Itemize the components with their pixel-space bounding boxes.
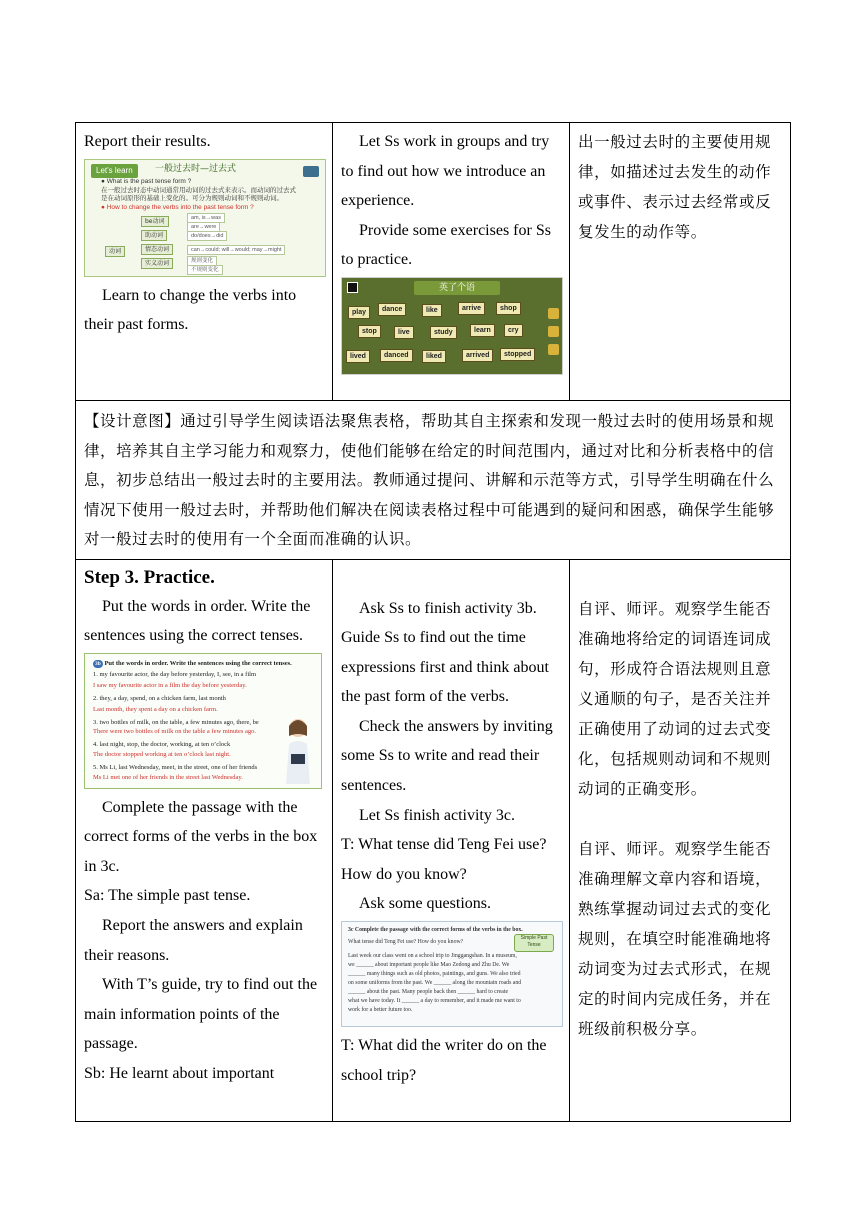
lesson-plan-table [75, 122, 791, 1122]
word-tile: stop [358, 325, 381, 338]
exercise-3b-image [84, 653, 322, 789]
exercise-question: 5. Ms Li, last Wednesday, meet, in the street, one of her friends [93, 763, 258, 771]
word-tile: danced [380, 349, 413, 362]
exercise-title: 3b Put the words in order. Write the sentences using the correct tenses. [95, 659, 292, 667]
aux-verb-node: 助动词 [141, 230, 167, 241]
settings-icon [347, 282, 358, 293]
teacher-text: Let Ss work in groups and try to find out how we introduce an experience. [341, 133, 550, 210]
rule-box: can→could; will→would; may→might [187, 245, 285, 255]
teacher-question-text: T: What did the writer do on the school trip? [341, 1037, 547, 1084]
exercise-answer: Last month, they spent a day on a chicken farm. [93, 705, 218, 713]
camera-icon [303, 166, 319, 177]
exercise-answer: There were two bottles of milk on the table a few minutes ago. [93, 727, 256, 735]
design-intent-text: 【设计意图】通过引导学生阅读语法聚焦表格，帮助其自主探索和发现一般过去时的使用场景和规律，培养其自主学习能力和观察力，使他们能够在给定的时间范围内，通过对比和分析表格中的信息，初步总结出一般过去时的主要用法。教师通过提问、讲解和示范等方式，引导学生明确在什么情况下使用一般过去时，并帮助他们解决在阅读表格过程中可能遇到的疑问和困惑，确保学生能够对一般过去时的使用有一个全面而准确的认识。 [84, 412, 775, 548]
passage-line: ______ many things such as old photos, paintings, and guns. We also tried [348, 971, 521, 978]
exercise-3c-image [341, 921, 563, 1027]
passage-line: Last week our class went on a school trip to Jinggangshan. In a museum, [348, 953, 517, 960]
evaluation-text: 自评、师评。观察学生能否准确地将给定的词语连词成句，形成符合语法规则且意义通顺的句子，是否关注并正确使用了动词的过去式变化，包括规则动词和不规则动词的正确变形。 [578, 599, 772, 798]
grammar-slide-image [84, 159, 326, 277]
lock-icon [548, 308, 559, 319]
student-text: With T’s guide, try to find out the main information points of the passage. [84, 976, 318, 1053]
table-row [76, 401, 791, 560]
step-heading: Step 3. Practice. [84, 566, 215, 588]
word-tile: shop [496, 302, 521, 315]
report-text: Report their results. [84, 133, 211, 150]
word-tile: live [394, 326, 414, 339]
exercise-question: 2. they, a day, spend, on a chicken farm, last month [93, 694, 226, 702]
student-answer-text: Sa: The simple past tense. [84, 887, 251, 905]
simple-past-tag: Simple Past Tense [514, 934, 554, 952]
student-text: Report the answers and explain their reasons. [84, 917, 303, 964]
evaluation-text: 出一般过去时的主要使用规律，如描述过去发生的动作或事件、表示过去经常或反复发生的动作等。 [578, 133, 772, 241]
student-text: Put the words in order. Write the sentences using the correct tenses. [84, 597, 311, 645]
verb-root-node: 动词 [105, 246, 125, 257]
word-tile: study [430, 326, 457, 339]
word-tile: like [422, 304, 442, 317]
word-tile: arrived [462, 349, 493, 362]
teacher-text: Let Ss finish activity 3c. [359, 806, 515, 824]
rule-box: are→were [187, 222, 220, 232]
passage-line: ______ about the past. Many people back then ______ hard to create [348, 989, 509, 996]
word-tile: cry [504, 324, 523, 337]
exercise-answer: The doctor stopped working at ten o’clock last night. [93, 750, 231, 758]
student-activity-cell [76, 123, 333, 401]
rule-box: 不规则变化 [187, 265, 223, 275]
slide-line: ● How to change the verbs into the past tense form ? [101, 203, 254, 211]
word-tile: arrive [458, 302, 485, 315]
rule-box: do/does→did [187, 231, 227, 241]
exercise-question: 1. my favourite actor, the day before yesterday, I, see, in a film [93, 670, 257, 678]
table-row [76, 123, 791, 401]
teacher-question-text: T: What tense did Teng Fei use? How do you know? [341, 836, 547, 883]
word-tile: lived [346, 350, 370, 363]
slide-line: ● What is the past tense form ? [101, 177, 192, 185]
slide-line: 是在动词原形的基础上变化的。可分为规则动词和不规则动词。 [101, 194, 283, 202]
teacher-activity-cell [333, 559, 570, 1121]
evaluation-cell [570, 123, 791, 401]
teacher-text: Provide some exercises for Ss to practice. [341, 221, 551, 269]
passage-line: we ______ about important people like Mao Zedong and Zhu De. We [348, 962, 510, 969]
student-activity-cell [76, 559, 333, 1121]
teacher-text: Ask Ss to finish activity 3b. Guide Ss to find out the time expressions first and think about the past form of the verbs. [341, 599, 549, 706]
main-verb-node: 实义动词 [141, 258, 173, 269]
modal-verb-node: 情态动词 [141, 244, 173, 255]
design-intent-cell [76, 401, 791, 560]
evaluation-cell [570, 559, 791, 1121]
rule-box: am, is→was [187, 213, 225, 223]
rule-box: 规则变化 [187, 256, 217, 266]
word-tile: stopped [500, 348, 535, 361]
passage-line: work for a better future too. [348, 1007, 413, 1014]
passage-line: what we have today. It ______ a day to remember, and it made me want to [348, 998, 521, 1005]
teacher-text: Check the answers by inviting some Ss to write and read their sentences. [341, 717, 553, 795]
student-text: Complete the passage with the correct forms of the verbs in the box in 3c. [84, 798, 318, 875]
word-tile: play [348, 306, 370, 319]
table-row [76, 559, 791, 1121]
lock-icon [548, 326, 559, 337]
exercise-badge: 3b [95, 660, 101, 667]
passage-title: 3c Complete the passage with the correct forms of the verbs in the box. [348, 927, 523, 934]
exercise-answer: Ms Li met one of her friends in the street last Wednesday. [93, 773, 243, 781]
slide-line: 在一般过去时态中动词通常用动词的过去式来表示。而动词的过去式 [101, 186, 296, 194]
word-tile: learn [470, 324, 495, 337]
teacher-text: Ask some questions. [359, 895, 491, 913]
word-tile: dance [378, 303, 406, 316]
lets-learn-badge: Let's learn [91, 164, 138, 178]
word-tile: liked [422, 350, 446, 363]
game-title: 英了个语 [414, 281, 500, 295]
lock-icon [548, 344, 559, 355]
exercise-answer: I saw my favourite actor in a film the day before yesterday. [93, 681, 247, 689]
teacher-illustration [281, 714, 315, 784]
be-verb-node: be动词 [141, 216, 169, 227]
word-game-image [341, 277, 563, 375]
passage-line: What tense did Teng Fei use? How do you know? [348, 939, 464, 946]
teacher-activity-cell [333, 123, 570, 401]
learn-text: Learn to change the verbs into their past forms. [84, 286, 297, 334]
student-answer-text: Sb: He learnt about important [84, 1065, 275, 1083]
exercise-question: 3. two bottles of milk, on the table, a few minutes ago, there, be [93, 718, 259, 726]
slide-title: 一般过去时—过去式 [155, 163, 237, 174]
evaluation-text: 自评、师评。观察学生能否准确理解文章内容和语境，熟练掌握动词过去式的变化规则，在填空时能准确地将动词变为过去式形式，在规定的时间内完成任务，并在班级前积极分享。 [578, 839, 772, 1038]
passage-line: on some uniforms from the past. We ______ along the mountain roads and [348, 980, 522, 987]
exercise-question: 4. last night, stop, the doctor, working, at ten o’clock [93, 740, 231, 748]
